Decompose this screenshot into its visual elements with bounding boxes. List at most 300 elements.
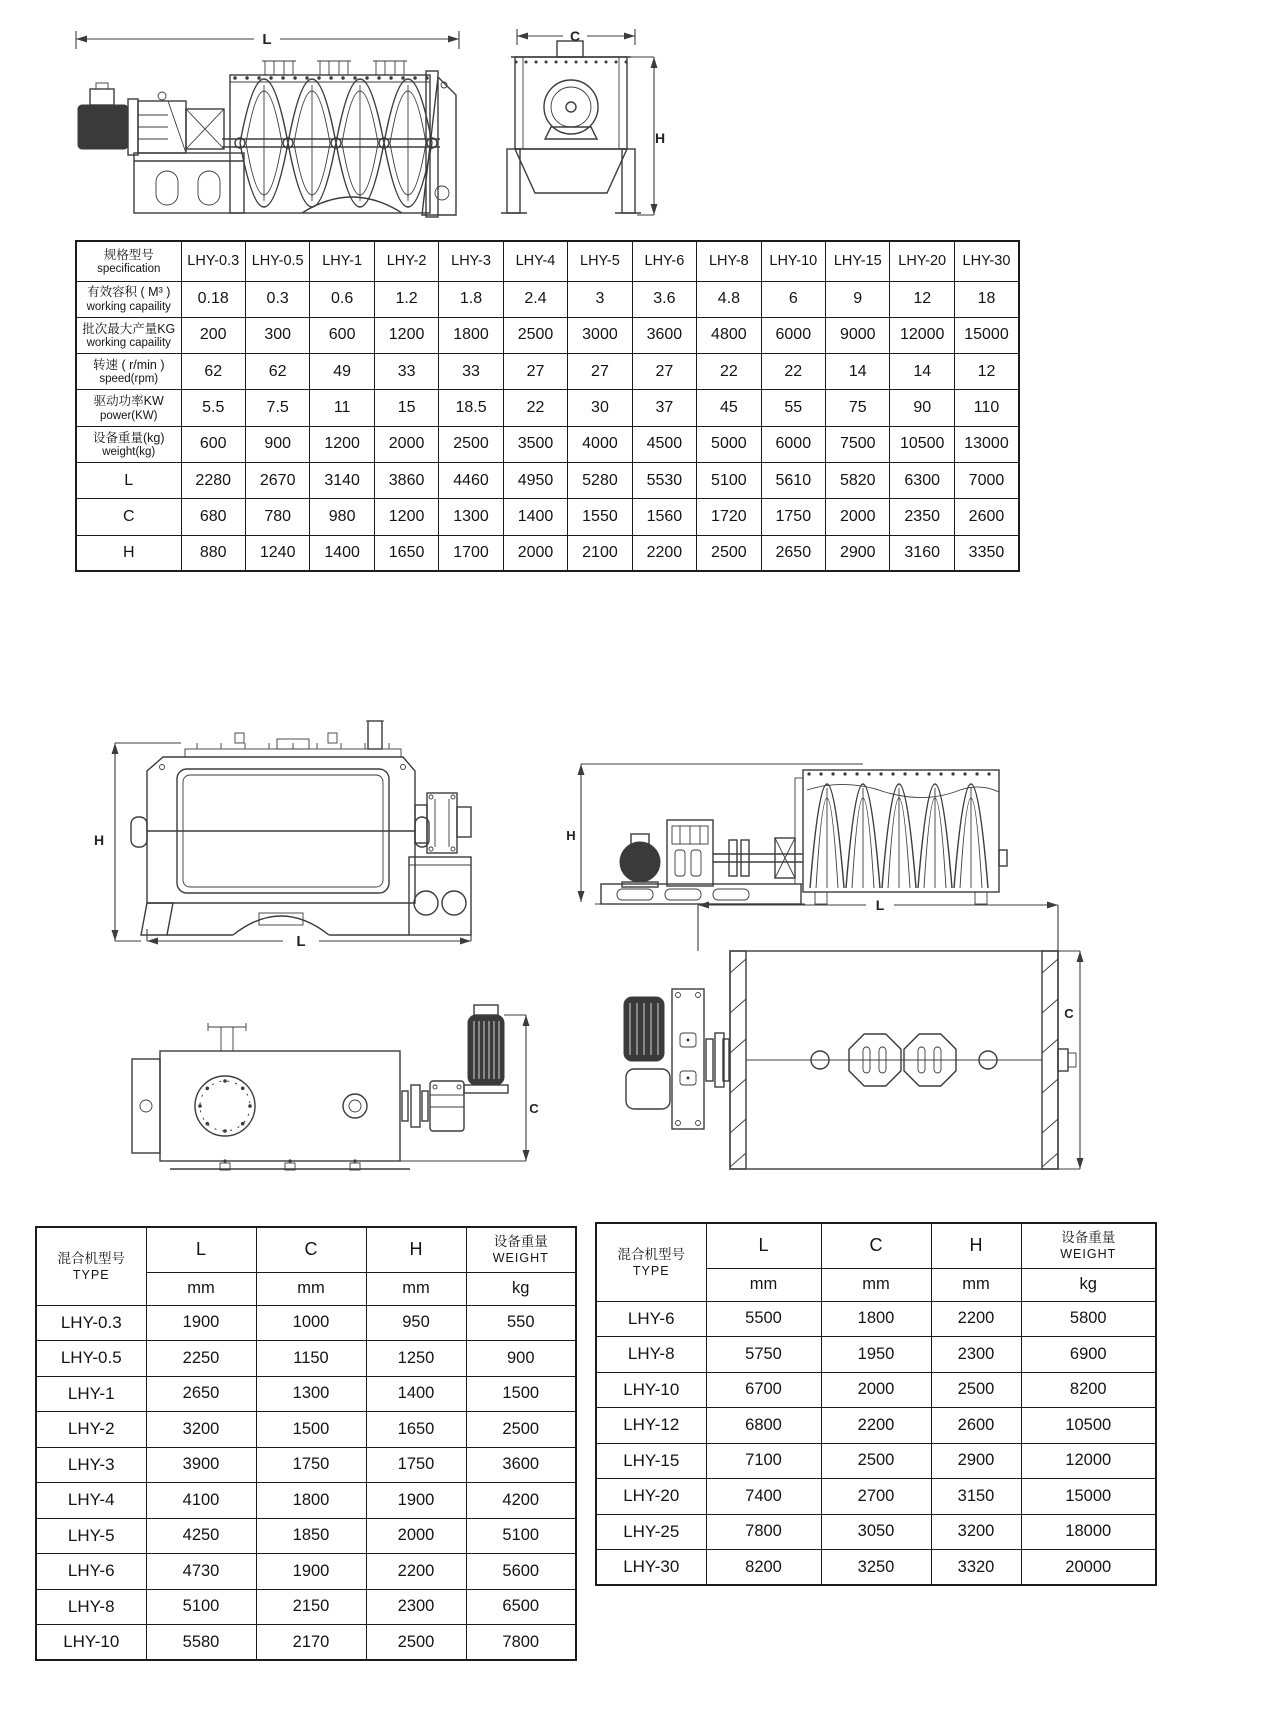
- spec-value: 2000: [374, 426, 438, 462]
- dim-row: [36, 1412, 576, 1448]
- spec-row-label: [76, 354, 181, 390]
- mixer-body: [131, 757, 429, 935]
- spec-value: 5280: [568, 462, 632, 498]
- dim-l-label: L: [875, 897, 885, 913]
- spec-row: [76, 354, 1019, 390]
- dim-col-header: L: [146, 1227, 256, 1272]
- spec-row-label-cn: 转速 ( r/min ): [92, 358, 165, 372]
- spec-table-section: [75, 240, 1020, 572]
- dim-value: 7100: [706, 1443, 821, 1479]
- spec-value: 1550: [568, 499, 632, 535]
- spec-value: 7500: [826, 426, 890, 462]
- dim-value: 15000: [1021, 1479, 1156, 1515]
- spec-value: 2280: [181, 462, 245, 498]
- spec-value: 6000: [761, 317, 825, 353]
- dim-row: [36, 1376, 576, 1412]
- dim-value: 1000: [256, 1305, 366, 1341]
- dim-value: 5580: [146, 1625, 256, 1661]
- spec-value: 5100: [697, 462, 761, 498]
- mixer-front-view-svg: [497, 25, 667, 230]
- gearbox: [672, 989, 729, 1129]
- dim-value: 3320: [931, 1550, 1021, 1586]
- ribbon-agitator: [810, 784, 988, 888]
- dim-h-label: H: [93, 832, 105, 848]
- dim-row: [596, 1408, 1156, 1444]
- spec-row-label-cn: 有效容积 ( M³ ): [87, 285, 171, 300]
- spec-value: 6300: [890, 462, 954, 498]
- dim-value: 2500: [466, 1412, 576, 1448]
- spec-value: 2670: [245, 462, 309, 498]
- spec-row-label-dim: H: [122, 543, 135, 561]
- type-header-cn: 混合机型号: [617, 1246, 685, 1262]
- weight-header-en: WEIGHT: [492, 1251, 549, 1266]
- spec-value: 9000: [826, 317, 890, 353]
- model-header: LHY-30: [954, 241, 1019, 281]
- dim-row: [596, 1514, 1156, 1550]
- spec-row-label-dim: C: [122, 507, 135, 525]
- front-body: [501, 41, 641, 213]
- dim-value: 1400: [366, 1376, 466, 1412]
- spec-value: 4950: [503, 462, 567, 498]
- spec-row-label-en: speed(rpm): [99, 373, 159, 386]
- mixer-closed-side-view-drawing: [85, 705, 475, 950]
- spec-value: 600: [181, 426, 245, 462]
- spec-value: 5.5: [181, 390, 245, 426]
- dim-value: 5800: [1021, 1301, 1156, 1337]
- spec-value: 12000: [890, 317, 954, 353]
- gearbox: [415, 793, 471, 853]
- dim-value: 1950: [821, 1337, 931, 1373]
- spec-value: 1400: [503, 499, 567, 535]
- model-cell: LHY-5: [36, 1518, 146, 1554]
- type-header: [36, 1227, 146, 1305]
- dim-l-label: L: [296, 933, 306, 950]
- gearbox: [138, 92, 224, 153]
- dim-value: 3150: [931, 1479, 1021, 1515]
- dim-value: 1800: [821, 1301, 931, 1337]
- spec-value: 3600: [632, 317, 696, 353]
- spec-value: 1200: [374, 499, 438, 535]
- spec-header-row: [76, 241, 1019, 281]
- dim-value: 2300: [366, 1589, 466, 1625]
- dim-value: 2600: [931, 1408, 1021, 1444]
- dim-value: 1250: [366, 1341, 466, 1377]
- model-header: LHY-15: [826, 241, 890, 281]
- dim-row: [36, 1447, 576, 1483]
- dim-value: 3250: [821, 1550, 931, 1586]
- dim-value: 2150: [256, 1589, 366, 1625]
- dim-value: 8200: [1021, 1372, 1156, 1408]
- weight-header-cn: 设备重量: [493, 1234, 548, 1250]
- spec-value: 49: [310, 354, 374, 390]
- spec-value: 1650: [374, 535, 438, 571]
- spec-row-label-en: working capaility: [86, 336, 171, 349]
- dim-value: 1850: [256, 1518, 366, 1554]
- dim-value: 2200: [931, 1301, 1021, 1337]
- dim-value: 1900: [146, 1305, 256, 1341]
- dim-value: 1800: [256, 1483, 366, 1519]
- spec-value: 1720: [697, 499, 761, 535]
- model-header: LHY-1: [310, 241, 374, 281]
- spec-value: 15000: [954, 317, 1019, 353]
- spec-value: 0.18: [181, 281, 245, 317]
- dim-value: 4200: [466, 1483, 576, 1519]
- dim-value: 1900: [366, 1483, 466, 1519]
- spec-value: 18: [954, 281, 1019, 317]
- type-header: [596, 1223, 706, 1301]
- spec-value: 55: [761, 390, 825, 426]
- dimension-c: [1058, 951, 1084, 1169]
- model-cell: LHY-0.5: [36, 1341, 146, 1377]
- dim-value: 2500: [366, 1625, 466, 1661]
- spec-row-label: [76, 281, 181, 317]
- weight-header-cn: 设备重量: [1061, 1230, 1116, 1246]
- dim-value: 1750: [256, 1447, 366, 1483]
- spec-col-header: [76, 241, 181, 281]
- dim-row: [36, 1554, 576, 1590]
- spec-value: 0.6: [310, 281, 374, 317]
- spec-row-label-en: working capaility: [86, 300, 171, 313]
- mixer-top-view-right-svg: [610, 893, 1090, 1183]
- dim-row: [36, 1625, 576, 1661]
- spec-value: 110: [954, 390, 1019, 426]
- model-cell: LHY-15: [596, 1443, 706, 1479]
- type-header-cn: 混合机型号: [57, 1250, 125, 1266]
- spec-value: 90: [890, 390, 954, 426]
- dim-value: 2200: [821, 1408, 931, 1444]
- spec-row-label: [76, 535, 181, 571]
- spec-value: 880: [181, 535, 245, 571]
- dim-value: 18000: [1021, 1514, 1156, 1550]
- dim-value: 8200: [706, 1550, 821, 1586]
- spec-value: 900: [245, 426, 309, 462]
- spec-row: [76, 426, 1019, 462]
- spec-value: 1.8: [439, 281, 503, 317]
- spec-value: 7000: [954, 462, 1019, 498]
- spec-value: 2000: [826, 499, 890, 535]
- spec-table-body: [76, 241, 1019, 571]
- dimension-h: [631, 57, 665, 215]
- dim-value: 2170: [256, 1625, 366, 1661]
- dim-value: 5750: [706, 1337, 821, 1373]
- spec-row: [76, 462, 1019, 498]
- mixer-agitator-side-view-svg: [565, 750, 1010, 910]
- dim-row: [596, 1301, 1156, 1337]
- spec-value: 780: [245, 499, 309, 535]
- spec-value: 27: [632, 354, 696, 390]
- spec-value: 2500: [439, 426, 503, 462]
- dim-value: 1900: [256, 1554, 366, 1590]
- dim-value: 2000: [821, 1372, 931, 1408]
- spec-value: 3140: [310, 462, 374, 498]
- spec-row-label: [76, 499, 181, 535]
- weight-header: [1021, 1223, 1156, 1268]
- motor: [620, 834, 660, 887]
- motor: [464, 1005, 508, 1093]
- dim-row: [36, 1589, 576, 1625]
- spec-value: 1.2: [374, 281, 438, 317]
- spec-value: 3.6: [632, 281, 696, 317]
- spec-value: 2200: [632, 535, 696, 571]
- dim-value: 7800: [706, 1514, 821, 1550]
- unit-header: mm: [931, 1268, 1021, 1301]
- dim-row: [596, 1550, 1156, 1586]
- dim-table-right-body: [596, 1223, 1156, 1585]
- spec-value: 2.4: [503, 281, 567, 317]
- spec-header-cn: 规格型号: [103, 247, 154, 262]
- type-header-en: TYPE: [72, 1267, 110, 1282]
- top-covers: [185, 721, 401, 757]
- motor: [78, 83, 138, 155]
- dim-table-left: [35, 1226, 577, 1661]
- spec-value: 22: [761, 354, 825, 390]
- dimension-l: [147, 929, 471, 950]
- spec-value: 2900: [826, 535, 890, 571]
- spec-value: 22: [697, 354, 761, 390]
- dimension-table-right-section: [595, 1222, 1157, 1586]
- dim-col-header: C: [256, 1227, 366, 1272]
- unit-header: mm: [366, 1272, 466, 1305]
- spec-row-label: [76, 462, 181, 498]
- spec-value: 680: [181, 499, 245, 535]
- spec-value: 300: [245, 317, 309, 353]
- dim-col-header: H: [931, 1223, 1021, 1268]
- drive-shaft: [713, 838, 803, 878]
- gearbox: [667, 820, 713, 886]
- spec-row-label-cn: 批次最大产量KG: [82, 321, 176, 336]
- model-header: LHY-3: [439, 241, 503, 281]
- spec-value: 62: [181, 354, 245, 390]
- spec-row: [76, 535, 1019, 571]
- dim-value: 550: [466, 1305, 576, 1341]
- spec-value: 33: [374, 354, 438, 390]
- spec-value: 0.3: [245, 281, 309, 317]
- spec-value: 4500: [632, 426, 696, 462]
- spec-value: 2500: [503, 317, 567, 353]
- dimension-h: [94, 743, 181, 941]
- spec-row: [76, 317, 1019, 353]
- spec-value: 1200: [374, 317, 438, 353]
- spec-table: [75, 240, 1020, 572]
- spec-value: 2000: [503, 535, 567, 571]
- spec-value: 9: [826, 281, 890, 317]
- dim-value: 1300: [256, 1376, 366, 1412]
- spec-header-en: specification: [97, 262, 161, 275]
- mixer-side-view-drawing: [70, 25, 465, 230]
- dim-value: 5100: [146, 1589, 256, 1625]
- weight-header-en: WEIGHT: [1060, 1247, 1117, 1262]
- spec-value: 27: [568, 354, 632, 390]
- spec-value: 2600: [954, 499, 1019, 535]
- mixer-top-view-right-drawing: [610, 893, 1090, 1183]
- spec-value: 4800: [697, 317, 761, 353]
- spec-value: 11: [310, 390, 374, 426]
- model-cell: LHY-8: [36, 1589, 146, 1625]
- spec-value: 22: [503, 390, 567, 426]
- dim-value: 950: [366, 1305, 466, 1341]
- dim-col-header: L: [706, 1223, 821, 1268]
- dim-value: 2650: [146, 1376, 256, 1412]
- spec-value: 75: [826, 390, 890, 426]
- spec-value: 14: [890, 354, 954, 390]
- model-header: LHY-5: [568, 241, 632, 281]
- spec-value: 37: [632, 390, 696, 426]
- model-header: LHY-2: [374, 241, 438, 281]
- dim-header-row-1: [596, 1223, 1156, 1268]
- dim-value: 2500: [821, 1443, 931, 1479]
- model-header: LHY-4: [503, 241, 567, 281]
- spec-value: 30: [568, 390, 632, 426]
- dim-value: 2200: [366, 1554, 466, 1590]
- model-cell: LHY-20: [596, 1479, 706, 1515]
- dim-row: [36, 1483, 576, 1519]
- mixer-top-view-left-svg: [130, 1003, 540, 1183]
- dim-value: 1150: [256, 1341, 366, 1377]
- vessel-top-view: [730, 951, 1076, 1169]
- spec-value: 1700: [439, 535, 503, 571]
- spec-value: 5000: [697, 426, 761, 462]
- dim-value: 6500: [466, 1589, 576, 1625]
- spec-value: 2100: [568, 535, 632, 571]
- type-header-en: TYPE: [632, 1263, 670, 1278]
- spec-value: 14: [826, 354, 890, 390]
- spec-value: 1300: [439, 499, 503, 535]
- spec-value: 3350: [954, 535, 1019, 571]
- spec-value: 6: [761, 281, 825, 317]
- model-cell: LHY-25: [596, 1514, 706, 1550]
- dimension-l: [76, 31, 459, 49]
- spec-value: 33: [439, 354, 503, 390]
- model-header: LHY-8: [697, 241, 761, 281]
- drive-pedestal: [134, 153, 244, 213]
- model-cell: LHY-2: [36, 1412, 146, 1448]
- unit-header: mm: [146, 1272, 256, 1305]
- spec-row-label: [76, 317, 181, 353]
- spec-value: 600: [310, 317, 374, 353]
- drive-train: [402, 1081, 464, 1131]
- dim-c-label: C: [569, 28, 581, 44]
- dim-table-right: [595, 1222, 1157, 1586]
- spec-row-label: [76, 390, 181, 426]
- dim-value: 5500: [706, 1301, 821, 1337]
- spec-value: 3160: [890, 535, 954, 571]
- spec-row: [76, 281, 1019, 317]
- model-cell: LHY-0.3: [36, 1305, 146, 1341]
- dim-value: 7800: [466, 1625, 576, 1661]
- dim-value: 3050: [821, 1514, 931, 1550]
- dim-value: 5100: [466, 1518, 576, 1554]
- spec-value: 2650: [761, 535, 825, 571]
- spec-value: 45: [697, 390, 761, 426]
- model-header: LHY-20: [890, 241, 954, 281]
- spec-row-label-en: weight(kg): [102, 445, 156, 458]
- spec-value: 980: [310, 499, 374, 535]
- dimension-l: [698, 897, 1058, 951]
- model-header: LHY-6: [632, 241, 696, 281]
- dim-value: 2900: [931, 1443, 1021, 1479]
- spec-value: 5530: [632, 462, 696, 498]
- spec-value: 4000: [568, 426, 632, 462]
- dimension-table-left-section: [35, 1226, 577, 1661]
- vessel-top-view: [132, 1023, 410, 1170]
- dim-header-row-1: [36, 1227, 576, 1272]
- spec-row-label-en: power(KW): [99, 409, 158, 422]
- dim-row: [36, 1305, 576, 1341]
- mixer-front-view-drawing: [497, 25, 667, 230]
- dim-value: 6700: [706, 1372, 821, 1408]
- unit-header: mm: [821, 1268, 931, 1301]
- spec-row-label: [76, 426, 181, 462]
- mixer-agitator-side-view-drawing: [565, 750, 1010, 910]
- dim-row: [36, 1341, 576, 1377]
- model-header: LHY-0.5: [245, 241, 309, 281]
- dim-value: 1650: [366, 1412, 466, 1448]
- model-cell: LHY-30: [596, 1550, 706, 1586]
- spec-value: 6000: [761, 426, 825, 462]
- spec-value: 1200: [310, 426, 374, 462]
- spec-value: 15: [374, 390, 438, 426]
- dim-col-header: C: [821, 1223, 931, 1268]
- spec-value: 1400: [310, 535, 374, 571]
- dim-value: 3200: [931, 1514, 1021, 1550]
- dim-value: 6900: [1021, 1337, 1156, 1373]
- dim-h-label: H: [654, 130, 666, 146]
- dim-value: 3600: [466, 1447, 576, 1483]
- spec-value: 3500: [503, 426, 567, 462]
- dim-value: 1500: [256, 1412, 366, 1448]
- dimension-c: [517, 28, 635, 45]
- dim-value: 10500: [1021, 1408, 1156, 1444]
- spec-value: 2350: [890, 499, 954, 535]
- spec-value: 13000: [954, 426, 1019, 462]
- spec-row: [76, 499, 1019, 535]
- dim-c-label: C: [529, 1101, 539, 1116]
- dimension-h: [566, 764, 863, 902]
- spec-value: 4.8: [697, 281, 761, 317]
- spec-value: 18.5: [439, 390, 503, 426]
- model-header: LHY-10: [761, 241, 825, 281]
- mixer-top-view-left-drawing: [130, 1003, 540, 1183]
- weight-header: [466, 1227, 576, 1272]
- spec-value: 1750: [761, 499, 825, 535]
- dim-row: [596, 1443, 1156, 1479]
- dim-value: 2300: [931, 1337, 1021, 1373]
- dim-value: 2700: [821, 1479, 931, 1515]
- dim-value: 4730: [146, 1554, 256, 1590]
- dim-value: 900: [466, 1341, 576, 1377]
- unit-header: mm: [706, 1268, 821, 1301]
- dim-row: [36, 1518, 576, 1554]
- spec-value: 12: [890, 281, 954, 317]
- model-cell: LHY-8: [596, 1337, 706, 1373]
- dim-value: 5600: [466, 1554, 576, 1590]
- spec-value: 12: [954, 354, 1019, 390]
- dim-value: 2500: [931, 1372, 1021, 1408]
- model-cell: LHY-4: [36, 1483, 146, 1519]
- dim-table-left-body: [36, 1227, 576, 1660]
- unit-header: kg: [1021, 1268, 1156, 1301]
- model-cell: LHY-1: [36, 1376, 146, 1412]
- spec-value: 3000: [568, 317, 632, 353]
- unit-header: mm: [256, 1272, 366, 1305]
- dim-value: 3200: [146, 1412, 256, 1448]
- dim-row: [596, 1479, 1156, 1515]
- spec-value: 3860: [374, 462, 438, 498]
- spec-row-label-cn: 驱动功率KW: [93, 394, 164, 409]
- dim-value: 20000: [1021, 1550, 1156, 1586]
- model-cell: LHY-12: [596, 1408, 706, 1444]
- spec-row: [76, 390, 1019, 426]
